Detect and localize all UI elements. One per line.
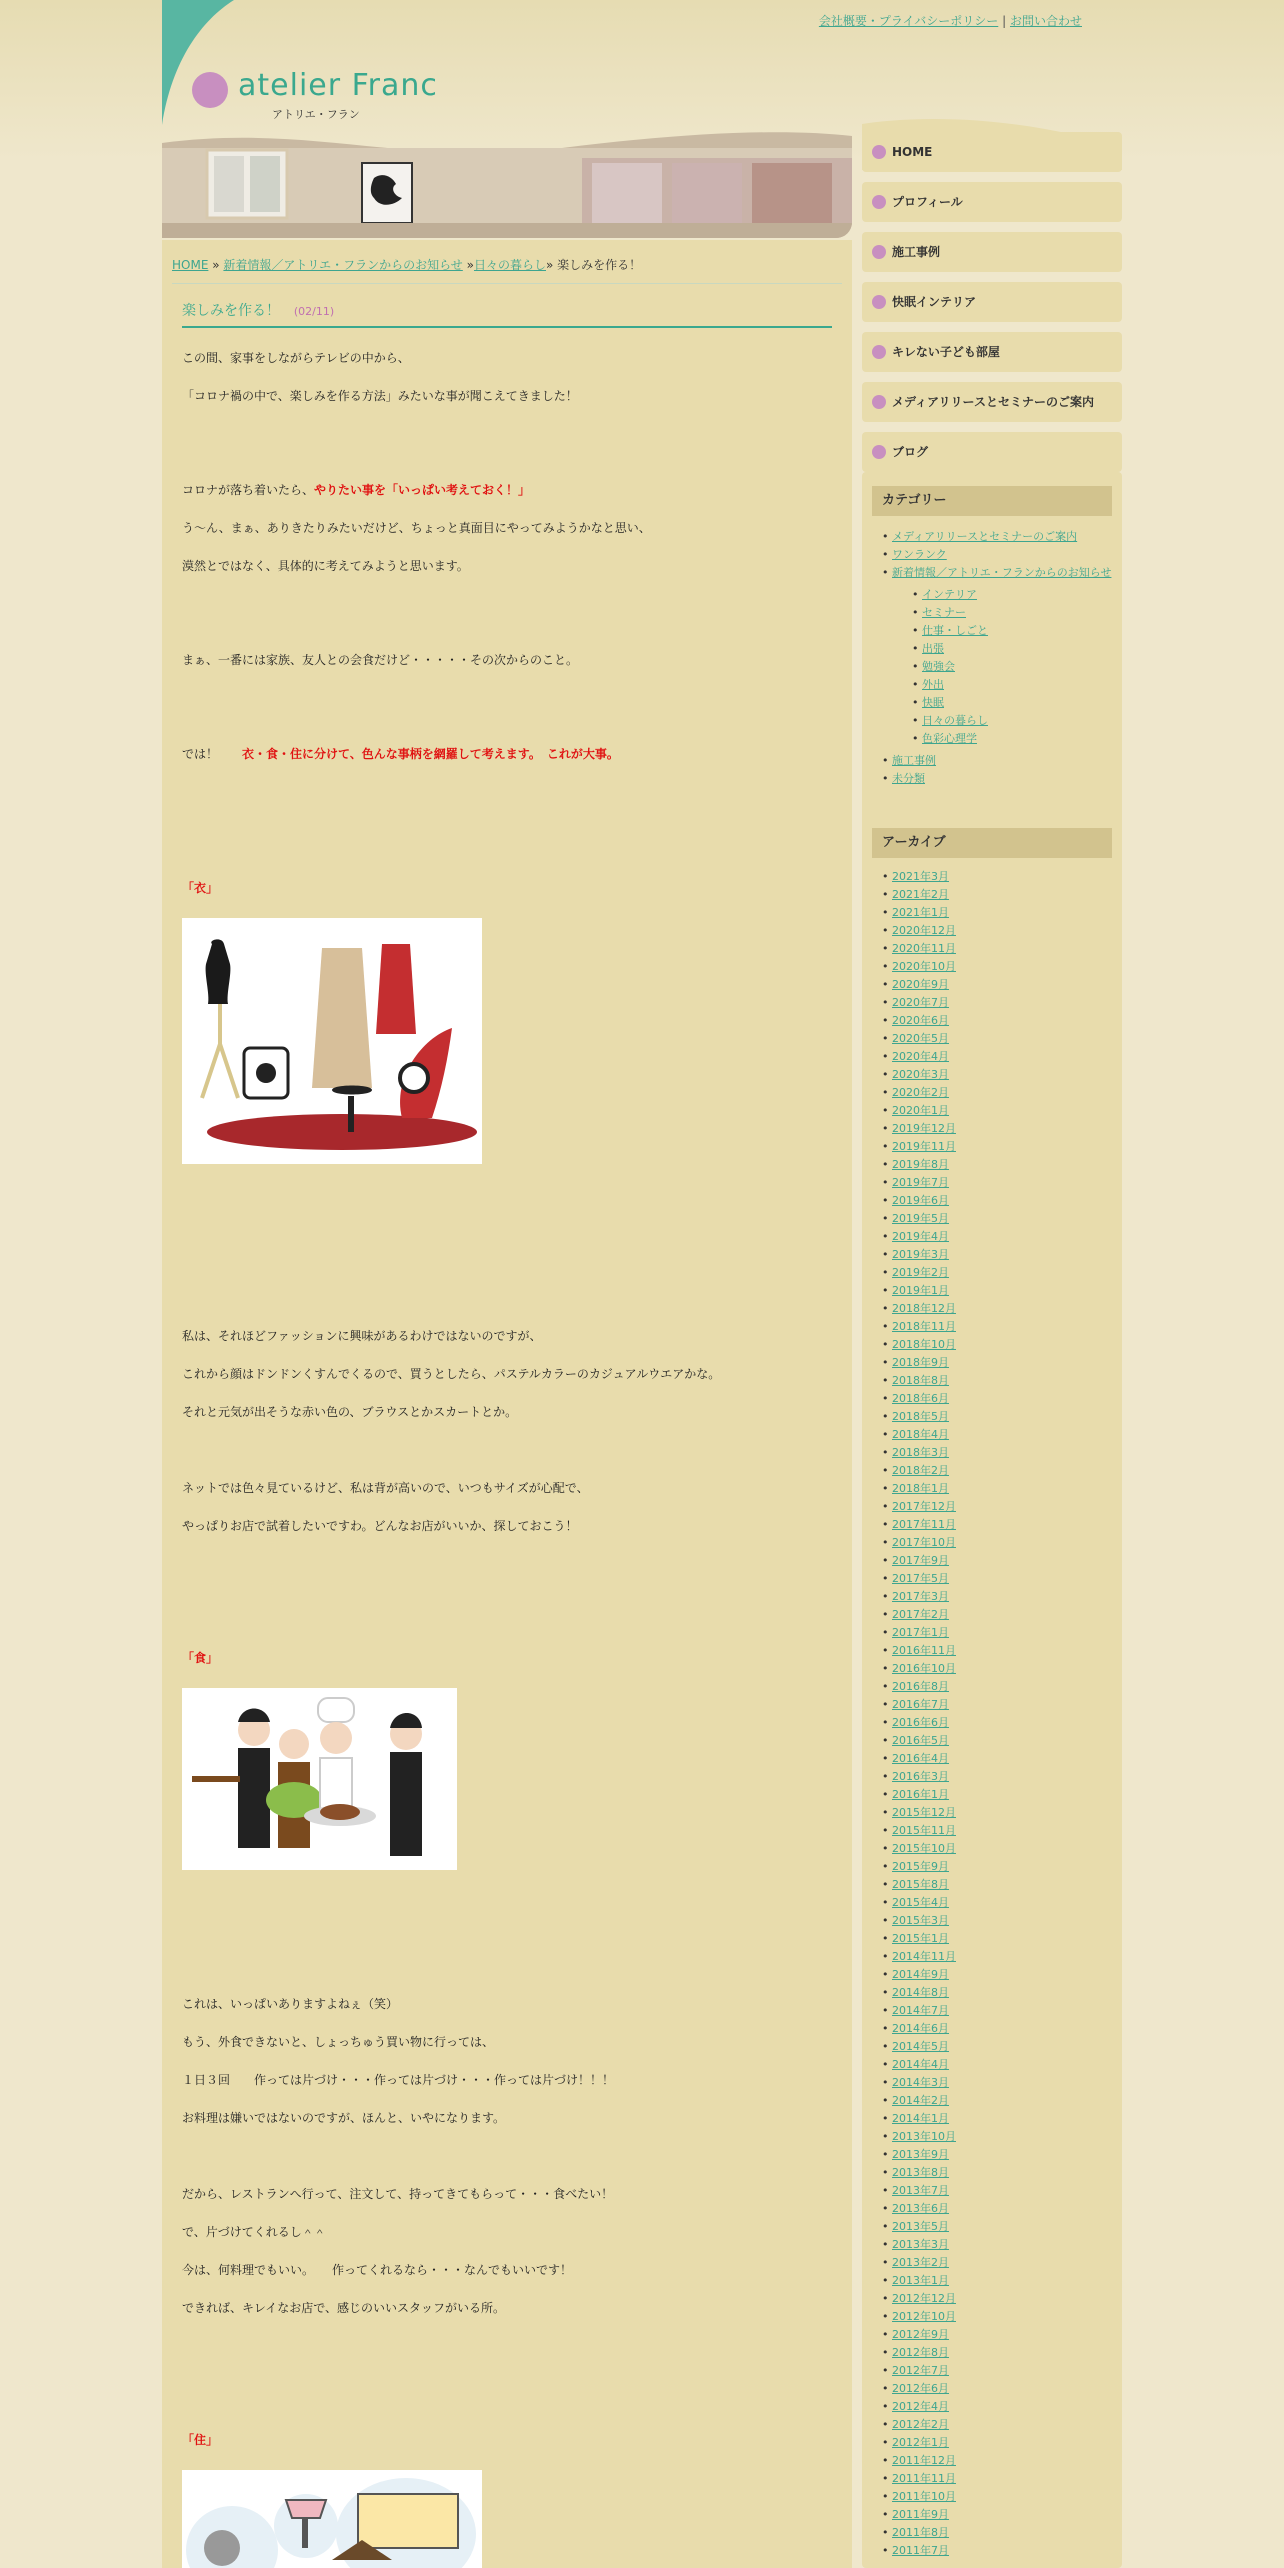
archive-link[interactable]: 2020年4月 xyxy=(892,1050,949,1063)
paragraph: できれば、キレイなお店で、感じのいいスタッフがいる所。 xyxy=(182,2301,506,2315)
archive-item xyxy=(882,2542,1112,2560)
paragraph: お料理は嫌いではないのですが、ほんと、いやになります。 xyxy=(182,2111,506,2125)
archive-item xyxy=(882,958,1112,976)
archive-link[interactable]: 2019年1月 xyxy=(892,1284,949,1297)
archive-link[interactable]: 2018年2月 xyxy=(892,1464,949,1477)
archive-item xyxy=(882,1894,1112,1912)
archive-item xyxy=(882,2452,1112,2470)
paragraph: 私は、それほどファッションに興味があるわけではないのですが、 xyxy=(182,1329,542,1343)
archive-item xyxy=(882,1030,1112,1048)
archive-link[interactable]: 2018年12月 xyxy=(892,1302,956,1315)
archive-item xyxy=(882,1822,1112,1840)
paragraph: 漠然とではなく、具体的に考えてみようと思います。 xyxy=(182,559,469,573)
paragraph: う～ん、まぁ、ありきたりみたいだけど、ちょっと真面目にやってみようかなと思い、 xyxy=(182,521,651,535)
company-privacy-link[interactable]: 会社概要・プライバシーポリシー xyxy=(818,14,999,28)
archive-item xyxy=(882,1102,1112,1120)
archive-link[interactable]: 2017年10月 xyxy=(892,1536,956,1549)
paragraph: もう、外食できないと、しょっちゅう買い物に行っては、 xyxy=(182,2035,495,2049)
archive-link[interactable]: 2014年4月 xyxy=(892,2058,949,2071)
archive-link[interactable]: 2012年2月 xyxy=(892,2418,949,2431)
emphasis-text: やりたい事を「いっぱい考えておく！」 xyxy=(314,483,531,497)
archive-item xyxy=(882,1066,1112,1084)
header-banner-image xyxy=(162,128,852,238)
nav-media-seminar[interactable]: メディアリリースとセミナーのご案内 xyxy=(862,382,1122,422)
archive-link[interactable]: 2014年7月 xyxy=(892,2004,949,2017)
archive-item xyxy=(882,1012,1112,1030)
subcategory-item xyxy=(912,712,1112,730)
archive-item xyxy=(882,1606,1112,1624)
archive-link[interactable]: 2012年9月 xyxy=(892,2328,949,2341)
archive-link[interactable]: 2016年10月 xyxy=(892,1662,956,1675)
breadcrumb-separator: » xyxy=(546,258,554,272)
archive-item xyxy=(882,922,1112,940)
archive-link[interactable]: 2011年7月 xyxy=(892,2544,949,2557)
section-heading-housing: 「住」 xyxy=(182,2433,219,2447)
category-link[interactable]: 未分類 xyxy=(892,772,925,785)
archive-link[interactable]: 2013年1月 xyxy=(892,2274,949,2287)
top-links-separator: | xyxy=(1002,14,1007,28)
archive-item xyxy=(882,1696,1112,1714)
post-header xyxy=(182,300,832,328)
archive-link[interactable]: 2016年1月 xyxy=(892,1788,949,1801)
archive-link[interactable]: 2012年7月 xyxy=(892,2364,949,2377)
archive-link[interactable]: 2018年9月 xyxy=(892,1356,949,1369)
archive-link[interactable]: 2017年12月 xyxy=(892,1500,956,1513)
bullet-circle-icon xyxy=(872,245,886,259)
archive-link[interactable]: 2011年9月 xyxy=(892,2508,949,2521)
archive-link[interactable]: 2017年2月 xyxy=(892,1608,949,1621)
archive-item xyxy=(882,1660,1112,1678)
section-heading-food: 「食」 xyxy=(182,1651,219,1665)
archive-item xyxy=(882,1876,1112,1894)
subcategory-link[interactable]: 仕事・しごと xyxy=(922,624,988,637)
archive-link[interactable]: 2014年2月 xyxy=(892,2094,949,2107)
subcategory-link[interactable]: 外出 xyxy=(922,678,944,691)
archive-link[interactable]: 2016年5月 xyxy=(892,1734,949,1747)
archive-link[interactable]: 2016年6月 xyxy=(892,1716,949,1729)
paragraph: ネットでは色々見ているけど、私は背が高いので、いつもサイズが心配で、 xyxy=(182,1481,589,1495)
archive-item xyxy=(882,1714,1112,1732)
archive-link[interactable]: 2020年9月 xyxy=(892,978,949,991)
archive-link[interactable]: 2015年4月 xyxy=(892,1896,949,1909)
archive-item xyxy=(882,1570,1112,1588)
archive-item xyxy=(882,1156,1112,1174)
archive-item xyxy=(882,1498,1112,1516)
paragraph: それと元気が出そうな赤い色の、ブラウスとかスカートとか。 xyxy=(182,1405,518,1419)
archive-item xyxy=(882,904,1112,922)
archive-link[interactable]: 2019年2月 xyxy=(892,1266,949,1279)
archive-link[interactable]: 2015年10月 xyxy=(892,1842,956,1855)
archive-item xyxy=(882,2128,1112,2146)
archive-item xyxy=(882,2398,1112,2416)
archive-link[interactable]: 2015年3月 xyxy=(892,1914,949,1927)
archive-item xyxy=(882,1372,1112,1390)
breadcrumb-home[interactable]: HOME xyxy=(172,258,209,272)
food-illustration xyxy=(182,1688,457,1870)
post-title[interactable]: 楽しみを作る！ xyxy=(182,303,280,319)
archive-link[interactable]: 2020年3月 xyxy=(892,1068,949,1081)
archive-item xyxy=(882,1390,1112,1408)
archive-link[interactable]: 2018年8月 xyxy=(892,1374,949,1387)
archive-link[interactable]: 2021年1月 xyxy=(892,906,949,919)
bullet-circle-icon xyxy=(872,445,886,459)
archive-item xyxy=(882,2092,1112,2110)
archive-link[interactable]: 2017年1月 xyxy=(892,1626,949,1639)
archive-link[interactable]: 2020年10月 xyxy=(892,960,956,973)
section-heading-clothing: 「衣」 xyxy=(182,881,219,895)
paragraph: これから顔はドンドンくすんでくるので、買うとしたら、パステルカラーのカジュアルウエアかな。 xyxy=(182,1367,721,1381)
logo-text: atelier Franc xyxy=(238,68,438,103)
archive-link[interactable]: 2013年10月 xyxy=(892,2130,956,2143)
categories-heading: カテゴリー xyxy=(872,486,1112,516)
archive-link[interactable]: 2011年8月 xyxy=(892,2526,949,2539)
main-content xyxy=(162,240,852,2568)
subcategory-link[interactable]: 出張 xyxy=(922,642,944,655)
subcategory-item xyxy=(912,730,1112,748)
archive-item xyxy=(882,1246,1112,1264)
archive-item xyxy=(882,2074,1112,2092)
archive-item xyxy=(882,2308,1112,2326)
category-list xyxy=(882,528,1112,788)
archive-link[interactable]: 2018年4月 xyxy=(892,1428,949,1441)
breadcrumb xyxy=(172,256,842,284)
archive-item xyxy=(882,1984,1112,2002)
archive-item xyxy=(882,1678,1112,1696)
archive-link[interactable]: 2013年2月 xyxy=(892,2256,949,2269)
archive-item xyxy=(882,1930,1112,1948)
archive-link[interactable]: 2014年8月 xyxy=(892,1986,949,1999)
archive-item xyxy=(882,1480,1112,1498)
archive-item xyxy=(882,1210,1112,1228)
breadcrumb-separator: » xyxy=(466,258,474,272)
subcategory-link[interactable]: 色彩心理学 xyxy=(922,732,977,745)
paragraph: 今は、何料理でもいい。 作ってくれるなら・・・なんでもいいです！ xyxy=(182,2263,573,2277)
archive-list xyxy=(882,868,1112,2560)
subcategory-link[interactable]: 快眠 xyxy=(922,696,944,709)
paragraph: やっぱりお店で試着したいですわ。どんなお店がいいか、探しておこう！ xyxy=(182,1519,578,1533)
archive-item xyxy=(882,2218,1112,2236)
archive-link[interactable]: 2018年3月 xyxy=(892,1446,949,1459)
archive-link[interactable]: 2017年11月 xyxy=(892,1518,956,1531)
archive-link[interactable]: 2018年5月 xyxy=(892,1410,949,1423)
archive-item xyxy=(882,1138,1112,1156)
category-link[interactable]: ワンランク xyxy=(892,548,947,561)
archive-link[interactable]: 2018年1月 xyxy=(892,1482,949,1495)
subcategory-link[interactable]: 勉強会 xyxy=(922,660,955,673)
archive-link[interactable]: 2015年8月 xyxy=(892,1878,949,1891)
archive-item xyxy=(882,2362,1112,2380)
archive-item xyxy=(882,2344,1112,2362)
archive-item xyxy=(882,1552,1112,1570)
archive-link[interactable]: 2015年11月 xyxy=(892,1824,956,1837)
paragraph: で、片づけてくれるし＾＾ xyxy=(182,2225,326,2239)
archive-item xyxy=(882,1426,1112,1444)
archive-item xyxy=(882,1174,1112,1192)
nav-kids-room[interactable]: キレない子ども部屋 xyxy=(862,332,1122,372)
archive-item xyxy=(882,2200,1112,2218)
site-logo[interactable] xyxy=(192,70,492,126)
archive-item xyxy=(882,1462,1112,1480)
archive-item xyxy=(882,1192,1112,1210)
category-item xyxy=(882,752,1112,770)
archive-item xyxy=(882,940,1112,958)
archive-item xyxy=(882,2434,1112,2452)
archive-item xyxy=(882,1642,1112,1660)
archive-item xyxy=(882,1444,1112,1462)
archive-link[interactable]: 2016年7月 xyxy=(892,1698,949,1711)
subcategory-link[interactable]: インテリア xyxy=(922,588,977,601)
archive-item xyxy=(882,1912,1112,1930)
archive-item xyxy=(882,1516,1112,1534)
archive-item xyxy=(882,2020,1112,2038)
archive-item xyxy=(882,1408,1112,1426)
subcategory-item xyxy=(912,658,1112,676)
archive-link[interactable]: 2012年1月 xyxy=(892,2436,949,2449)
archive-link[interactable]: 2020年5月 xyxy=(892,1032,949,1045)
archive-link[interactable]: 2017年3月 xyxy=(892,1590,949,1603)
subcategory-item xyxy=(912,586,1112,604)
archive-item xyxy=(882,1768,1112,1786)
archive-item xyxy=(882,886,1112,904)
archive-link[interactable]: 2013年9月 xyxy=(892,2148,949,2161)
archive-link[interactable]: 2014年5月 xyxy=(892,2040,949,2053)
bullet-circle-icon xyxy=(872,295,886,309)
archive-link[interactable]: 2019年8月 xyxy=(892,1158,949,1171)
archive-link[interactable]: 2020年7月 xyxy=(892,996,949,1009)
archive-link[interactable]: 2014年1月 xyxy=(892,2112,949,2125)
archive-item xyxy=(882,1282,1112,1300)
paragraph: この間、家事をしながらテレビの中から、 xyxy=(182,351,410,365)
archive-item xyxy=(882,2146,1112,2164)
bullet-circle-icon xyxy=(872,145,886,159)
archive-link[interactable]: 2014年6月 xyxy=(892,2022,949,2035)
archive-item xyxy=(882,1588,1112,1606)
subcategory-item xyxy=(912,694,1112,712)
archive-item xyxy=(882,1120,1112,1138)
archive-link[interactable]: 2019年3月 xyxy=(892,1248,949,1261)
paragraph: コロナが落ち着いたら、やりたい事を「いっぱい考えておく！」 xyxy=(182,483,531,497)
archive-link[interactable]: 2019年11月 xyxy=(892,1140,956,1153)
archive-item xyxy=(882,1318,1112,1336)
archive-item xyxy=(882,994,1112,1012)
archive-link[interactable]: 2019年6月 xyxy=(892,1194,949,1207)
archive-item xyxy=(882,1966,1112,1984)
bullet-circle-icon xyxy=(872,195,886,209)
archive-link[interactable]: 2019年7月 xyxy=(892,1176,949,1189)
archive-link[interactable]: 2018年10月 xyxy=(892,1338,956,1351)
nav-sleep-interior[interactable]: 快眠インテリア xyxy=(862,282,1122,322)
archive-link[interactable]: 2017年9月 xyxy=(892,1554,949,1567)
archive-link[interactable]: 2018年11月 xyxy=(892,1320,956,1333)
subcategory-item xyxy=(912,640,1112,658)
archive-link[interactable]: 2021年2月 xyxy=(892,888,949,901)
archive-link[interactable]: 2016年11月 xyxy=(892,1644,956,1657)
breadcrumb-separator: » xyxy=(212,258,220,272)
archive-item xyxy=(882,2380,1112,2398)
archive-link[interactable]: 2019年12月 xyxy=(892,1122,956,1135)
category-link[interactable]: 施工事例 xyxy=(892,754,936,767)
archive-item xyxy=(882,1048,1112,1066)
archive-link[interactable]: 2016年8月 xyxy=(892,1680,949,1693)
subcategory-link[interactable]: 日々の暮らし xyxy=(922,714,988,727)
archive-link[interactable]: 2016年4月 xyxy=(892,1752,949,1765)
breadcrumb-news[interactable]: 新着情報／アトリエ・フランからのお知らせ xyxy=(223,258,463,272)
archive-item xyxy=(882,1228,1112,1246)
archive-link[interactable]: 2014年11月 xyxy=(892,1950,956,1963)
category-link[interactable]: 新着情報／アトリエ・フランからのお知らせ xyxy=(892,566,1112,579)
archive-link[interactable]: 2011年12月 xyxy=(892,2454,956,2467)
archive-item xyxy=(882,1534,1112,1552)
archive-item xyxy=(882,2002,1112,2020)
archive-item xyxy=(882,2236,1112,2254)
archive-item xyxy=(882,1750,1112,1768)
archive-item xyxy=(882,2290,1112,2308)
category-link[interactable]: メディアリリースとセミナーのご案内 xyxy=(892,530,1078,543)
archive-item xyxy=(882,1786,1112,1804)
archive-link[interactable]: 2018年6月 xyxy=(892,1392,949,1405)
paragraph: これは、いっぱいありますよねぇ（笑） xyxy=(182,1997,399,2011)
archive-link[interactable]: 2019年4月 xyxy=(892,1230,949,1243)
logo-subtitle: アトリエ・フラン xyxy=(272,108,360,121)
paragraph: では！ 衣・食・住に分けて、色んな事柄を網羅して考えます。 これが大事。 xyxy=(182,747,619,761)
archive-link[interactable]: 2020年12月 xyxy=(892,924,956,937)
contact-link[interactable]: お問い合わせ xyxy=(1009,14,1082,28)
archive-link[interactable]: 2013年3月 xyxy=(892,2238,949,2251)
archive-link[interactable]: 2011年10月 xyxy=(892,2490,956,2503)
archive-link[interactable]: 2015年12月 xyxy=(892,1806,956,1819)
archive-item xyxy=(882,1858,1112,1876)
category-item xyxy=(882,770,1112,788)
archive-item xyxy=(882,1084,1112,1102)
paragraph: まぁ、一番には家族、友人との会食だけど・・・・・その次からのこと。 xyxy=(182,653,579,667)
archive-item xyxy=(882,2254,1112,2272)
subcategory-item xyxy=(912,604,1112,622)
archive-item xyxy=(882,1624,1112,1642)
archive-item xyxy=(882,2056,1112,2074)
paragraph: だから、レストランへ行って、注文して、持ってきてもらって・・・食べたい！ xyxy=(182,2187,614,2201)
category-item xyxy=(882,564,1112,748)
archive-item xyxy=(882,1732,1112,1750)
archive-link[interactable]: 2019年5月 xyxy=(892,1212,949,1225)
emphasis-text: 衣・食・住に分けて、色んな事柄を網羅して考えます。 これが大事。 xyxy=(242,747,619,761)
breadcrumb-current: 楽しみを作る！ xyxy=(557,258,642,272)
bullet-circle-icon xyxy=(872,395,886,409)
archive-link[interactable]: 2020年2月 xyxy=(892,1086,949,1099)
archive-link[interactable]: 2013年8月 xyxy=(892,2166,949,2179)
archive-item xyxy=(882,1948,1112,1966)
archive-link[interactable]: 2013年7月 xyxy=(892,2184,949,2197)
archive-item xyxy=(882,2524,1112,2542)
archive-link[interactable]: 2017年5月 xyxy=(892,1572,949,1585)
archive-item xyxy=(882,2182,1112,2200)
archive-item xyxy=(882,2506,1112,2524)
archive-item xyxy=(882,2326,1112,2344)
archive-link[interactable]: 2020年6月 xyxy=(892,1014,949,1027)
subcategory-item xyxy=(912,676,1112,694)
archive-item xyxy=(882,976,1112,994)
archive-item xyxy=(882,2038,1112,2056)
category-item xyxy=(882,546,1112,564)
archive-link[interactable]: 2013年5月 xyxy=(892,2220,949,2233)
nav-home[interactable]: HOME xyxy=(862,132,1122,172)
subcategory-list xyxy=(892,586,1112,748)
archive-link[interactable]: 2015年1月 xyxy=(892,1932,949,1945)
archive-link[interactable]: 2012年10月 xyxy=(892,2310,956,2323)
top-links xyxy=(819,12,1082,29)
archive-item xyxy=(882,2488,1112,2506)
housing-illustration xyxy=(182,2470,482,2568)
archive-item xyxy=(882,1840,1112,1858)
paragraph: 「コロナ禍の中で、楽しみを作る方法」みたいな事が聞こえてきました！ xyxy=(182,389,578,403)
archive-link[interactable]: 2011年11月 xyxy=(892,2472,956,2485)
breadcrumb-daily-life[interactable]: 日々の暮らし xyxy=(473,258,546,272)
archive-item xyxy=(882,1264,1112,1282)
nav-profile[interactable]: プロフィール xyxy=(862,182,1122,222)
page xyxy=(162,0,1122,2568)
archive-item xyxy=(882,1804,1112,1822)
archive-item xyxy=(882,2164,1112,2182)
archive-item xyxy=(882,2416,1112,2434)
category-item xyxy=(882,528,1112,546)
archive-item xyxy=(882,2470,1112,2488)
archive-link[interactable]: 2013年6月 xyxy=(892,2202,949,2215)
archive-heading: アーカイブ xyxy=(872,828,1112,858)
nav-works[interactable]: 施工事例 xyxy=(862,232,1122,272)
archive-item xyxy=(882,868,1112,886)
archive-item xyxy=(882,1300,1112,1318)
archive-link[interactable]: 2016年3月 xyxy=(892,1770,949,1783)
bullet-circle-icon xyxy=(872,345,886,359)
nav-blog[interactable]: ブログ xyxy=(862,432,1122,472)
logo-circle-icon xyxy=(192,72,228,108)
archive-item xyxy=(882,2272,1112,2290)
archive-link[interactable]: 2012年8月 xyxy=(892,2346,949,2359)
archive-link[interactable]: 2012年12月 xyxy=(892,2292,956,2305)
archive-item xyxy=(882,2110,1112,2128)
archive-link[interactable]: 2015年9月 xyxy=(892,1860,949,1873)
archive-link[interactable]: 2012年4月 xyxy=(892,2400,949,2413)
archive-link[interactable]: 2012年6月 xyxy=(892,2382,949,2395)
subcategory-link[interactable]: セミナー xyxy=(922,606,966,619)
archive-item xyxy=(882,1354,1112,1372)
post-date: (02/11) xyxy=(293,305,335,318)
archive-item xyxy=(882,1336,1112,1354)
archive-link[interactable]: 2020年11月 xyxy=(892,942,956,955)
paragraph: １日３回 作っては片づけ・・・作っては片づけ・・・作っては片づけ！！！ xyxy=(182,2073,615,2087)
archive-link[interactable]: 2014年9月 xyxy=(892,1968,949,1981)
clothing-illustration xyxy=(182,918,482,1164)
archive-link[interactable]: 2014年3月 xyxy=(892,2076,949,2089)
archive-link[interactable]: 2020年1月 xyxy=(892,1104,949,1117)
subcategory-item xyxy=(912,622,1112,640)
archive-link[interactable]: 2021年3月 xyxy=(892,870,949,883)
